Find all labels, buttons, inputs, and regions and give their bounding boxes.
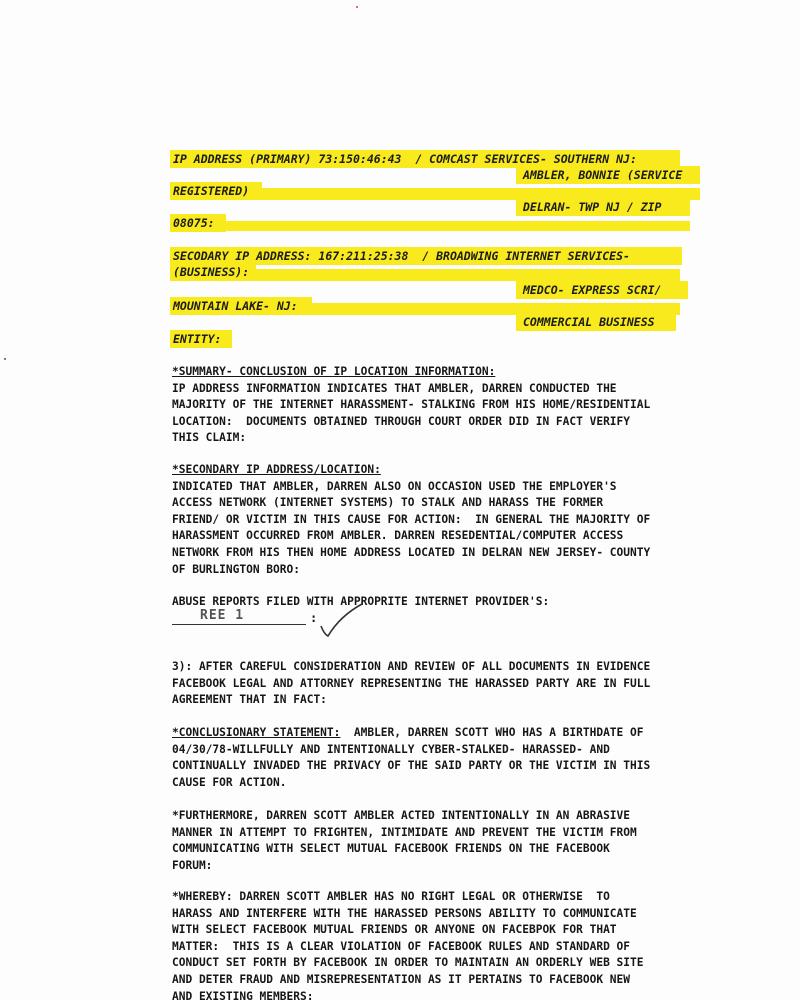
medco-line: MEDCO- EXPRESS SCRI/	[523, 283, 662, 297]
secondary-line: NETWORK FROM HIS THEN HOME ADDRESS LOCATED IN DELRAN NEW JERSEY- COUNTY	[172, 545, 651, 559]
scan-speck	[356, 6, 358, 8]
conclusionary-line: 04/30/78-WILLFULLY AND INTENTIONALLY CYBER-STALKED- HARASSED- AND	[172, 742, 610, 756]
secondary-heading: *SECONDARY IP ADDRESS/LOCATION:	[172, 463, 381, 476]
ambler-bonnie-line: AMBLER, BONNIE (SERVICE	[523, 168, 683, 182]
point3-line: 3): AFTER CAREFUL CONSIDERATION AND REVIEW OF ALL DOCUMENTS IN EVIDENCE	[172, 660, 651, 673]
zip-line: 08075:	[173, 216, 215, 230]
whereby-section	[172, 889, 732, 1005]
conclusionary-section	[172, 725, 732, 791]
furthermore-line: FORUM:	[172, 858, 213, 872]
secondary-line: INDICATED THAT AMBLER, DARREN ALSO ON OCCASION USED THE EMPLOYER'S	[172, 479, 617, 493]
commercial-line: COMMERCIAL BUSINESS	[523, 315, 655, 329]
stamp-mark: REE 1	[200, 608, 245, 623]
secondary-line: FRIEND/ OR VICTIM IN THIS CAUSE FOR ACTION: IN GENERAL THE MAJORITY OF	[172, 512, 651, 526]
summary-heading: *SUMMARY- CONCLUSION OF IP LOCATION INFORMATION:	[172, 365, 496, 378]
checkmark-icon	[318, 600, 368, 640]
furthermore-line: *FURTHERMORE, DARREN SCOTT AMBLER ACTED INTENTIONALLY IN AN ABRASIVE	[172, 809, 631, 822]
delran-line: DELRAN- TWP NJ / ZIP	[523, 200, 662, 214]
secondary-ip-line: SECODARY IP ADDRESS: 167:211:25:38 / BROADWING INTERNET SERVICES-	[173, 249, 630, 263]
mountain-lake-line: MOUNTAIN LAKE- NJ:	[173, 299, 298, 313]
conclusionary-line: CONTINUALLY INVADED THE PRIVACY OF THE SAID PARTY OR THE VICTIM IN THIS	[172, 759, 651, 773]
conclusionary-label: *CONCLUSIONARY STATEMENT:	[172, 726, 341, 739]
entity-line: ENTITY:	[173, 332, 222, 346]
summary-line: IP ADDRESS INFORMATION INDICATES THAT AMBLER, DARREN CONDUCTED THE	[172, 381, 617, 395]
furthermore-section	[172, 808, 732, 874]
whereby-line: AND EXISTING MEMBERS:	[172, 989, 314, 1003]
furthermore-line: COMMUNICATING WITH SELECT MUTUAL FACEBOOK FRIENDS ON THE FACEBOOK	[172, 842, 610, 856]
registered-line: REGISTERED)	[173, 184, 250, 198]
abuse-colon: :	[310, 611, 318, 625]
whereby-line: CONDUCT SET FORTH BY FACEBOOK IN ORDER TO MAINTAIN AN ORDERLY WEB SITE	[172, 956, 644, 970]
point3-line: FACEBOOK LEGAL AND ATTORNEY REPRESENTING THE HARASSED PARTY ARE IN FULL	[172, 676, 651, 690]
whereby-line: *WHEREBY: DARREN SCOTT AMBLER HAS NO RIGHT LEGAL OR OTHERWISE TO	[172, 890, 610, 903]
whereby-line: MATTER: THIS IS A CLEAR VIOLATION OF FACEBOOK RULES AND STANDARD OF	[172, 939, 631, 953]
furthermore-line: MANNER IN ATTEMPT TO FRIGHTEN, INTIMIDATE AND PREVENT THE VICTIM FROM	[172, 825, 637, 839]
whereby-line: WITH SELECT FACEBOOK MUTUAL FRIENDS OR ANYONE ON FACEBPOK FOR THAT	[172, 923, 617, 937]
secondary-line: ACCESS NETWORK (INTERNET SYSTEMS) TO STALK AND HARASS THE FORMER	[172, 496, 604, 510]
ip-primary-line: IP ADDRESS (PRIMARY) 73:150:46:43 / COMCAST SERVICES- SOUTHERN NJ:	[173, 152, 637, 166]
conclusionary-line: CAUSE FOR ACTION.	[172, 775, 287, 789]
conclusionary-first-line: AMBLER, DARREN SCOTT WHO HAS A BIRTHDATE OF	[340, 726, 644, 739]
scan-speck	[4, 358, 6, 360]
abuse-line: ABUSE REPORTS FILED WITH APPROPRITE INTERNET PROVIDER'S:	[172, 595, 550, 608]
summary-line: THIS CLAIM:	[172, 431, 247, 445]
point3-line: AGREEMENT THAT IN FACT:	[172, 693, 327, 707]
whereby-line: HARASS AND INTERFERE WITH THE HARASSED PERSONS ABILITY TO COMMUNICATE	[172, 906, 637, 920]
summary-section	[172, 364, 732, 447]
abuse-section	[172, 594, 732, 611]
point3-section	[172, 659, 732, 709]
summary-line: MAJORITY OF THE INTERNET HARASSMENT- STALKING FROM HIS HOME/RESIDENTIAL	[172, 398, 651, 412]
whereby-line: AND DETER FRAUD AND MISREPRESENTATION AS IT PERTAINS TO FACEBOOK NEW	[172, 972, 631, 986]
summary-line: LOCATION: DOCUMENTS OBTAINED THROUGH COURT ORDER DID IN FACT VERIFY	[172, 414, 631, 428]
secondary-section	[172, 462, 732, 578]
abuse-blank-line	[172, 624, 306, 625]
secondary-line: HARASSMENT OCCURRED FROM AMBLER. DARREN RESEDENTIAL/COMPUTER ACCESS	[172, 529, 624, 543]
business-line: (BUSINESS):	[173, 265, 250, 279]
secondary-line: OF BURLINGTON BORO:	[172, 562, 300, 576]
